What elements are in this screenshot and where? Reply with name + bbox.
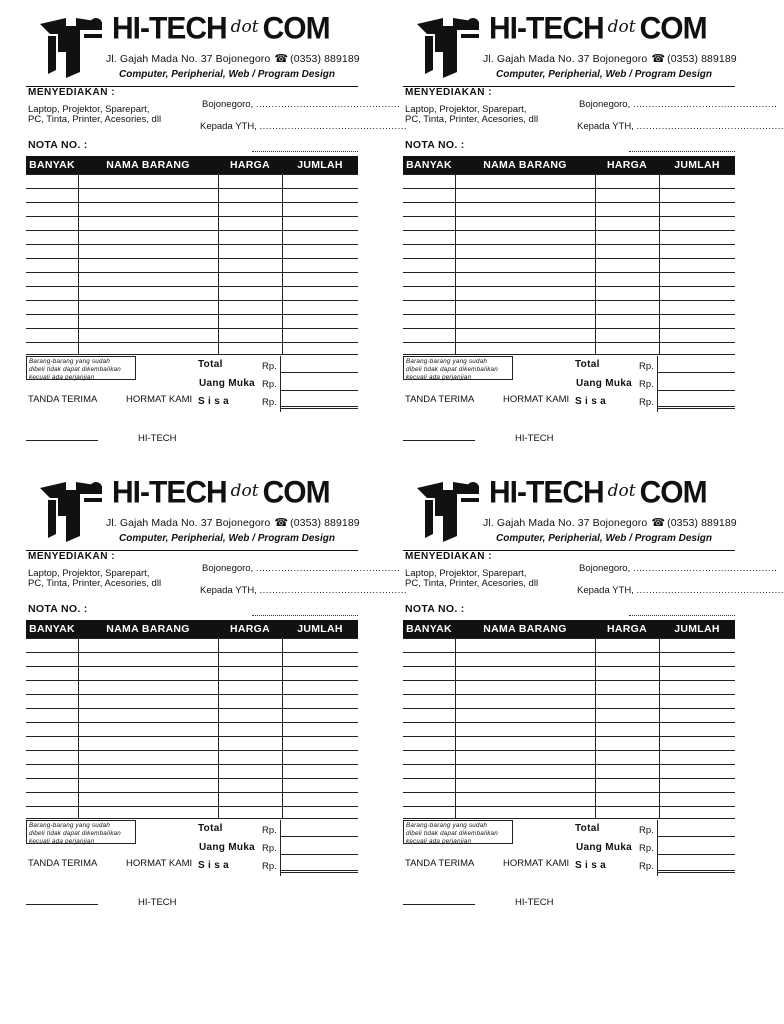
- table-row: [403, 736, 735, 737]
- table-row: [403, 638, 735, 639]
- table-row: [403, 818, 735, 819]
- provides-line-1: Laptop, Projektor, Sparepart,: [28, 104, 150, 115]
- table-row: [26, 792, 358, 793]
- respect-label: HORMAT KAMI: [503, 858, 570, 869]
- remaining-currency: Rp.: [639, 397, 654, 408]
- invoice-form-1: [26, 6, 408, 446]
- table-row: [403, 750, 735, 751]
- receiver-label: TANDA TERIMA: [405, 858, 475, 869]
- remaining-label: S i s a: [575, 396, 607, 407]
- provides-title: MENYEDIAKAN :: [405, 551, 493, 562]
- table-row: [26, 244, 358, 245]
- column-quantity: BANYAK: [406, 159, 452, 171]
- down-payment-currency: Rp.: [262, 379, 277, 390]
- total-label: Total: [575, 823, 600, 834]
- invoice-number-label: NOTA NO. :: [405, 139, 465, 151]
- total-currency: Rp.: [639, 361, 654, 372]
- provides-title: MENYEDIAKAN :: [405, 87, 493, 98]
- table-row: [403, 778, 735, 779]
- table-column-divider: [659, 174, 660, 354]
- total-field[interactable]: [657, 372, 735, 373]
- table-row: [403, 666, 735, 667]
- remaining-label: S i s a: [198, 860, 230, 871]
- table-column-divider: [282, 174, 283, 354]
- provides-title: MENYEDIAKAN :: [28, 551, 116, 562]
- table-column-divider: [78, 638, 79, 818]
- total-label: Total: [575, 359, 600, 370]
- table-row: [26, 680, 358, 681]
- remaining-currency: Rp.: [639, 861, 654, 872]
- column-amount: JUMLAH: [674, 159, 720, 171]
- table-row: [26, 342, 358, 343]
- table-row: [26, 230, 358, 231]
- recipient-field[interactable]: Kepada YTH, ...............................................: [577, 585, 784, 596]
- summary-divider: [280, 356, 281, 412]
- table-row: [403, 244, 735, 245]
- table-column-divider: [595, 638, 596, 818]
- table-row: [26, 708, 358, 709]
- return-policy-note: Barang-barang yang sudah dibeli tidak dapat dikembalikan kecuali ada perjanjian: [403, 820, 513, 844]
- table-column-divider: [455, 638, 456, 818]
- table-row: [403, 230, 735, 231]
- telephone-icon: ☎: [274, 517, 289, 529]
- remaining-currency: Rp.: [262, 861, 277, 872]
- remaining-field[interactable]: [280, 406, 358, 409]
- return-policy-note: Barang-barang yang sudah dibeli tidak dapat dikembalikan kecuali ada perjanjian: [403, 356, 513, 380]
- items-table-body[interactable]: [403, 174, 735, 354]
- provides-line-2: PC, Tinta, Printer, Acesories, dll: [28, 114, 162, 125]
- return-policy-note: Barang-barang yang sudah dibeli tidak dapat dikembalikan kecuali ada perjanjian: [26, 820, 136, 844]
- invoice-number-label: NOTA NO. :: [28, 603, 88, 615]
- items-table-body[interactable]: [26, 638, 358, 818]
- city-date-field[interactable]: Bojonegoro, ..............................................: [579, 563, 778, 574]
- table-row: [26, 652, 358, 653]
- receiver-signature-line[interactable]: [403, 904, 475, 905]
- table-column-divider: [659, 638, 660, 818]
- table-column-divider: [78, 174, 79, 354]
- items-table-header: [26, 156, 358, 174]
- total-currency: Rp.: [262, 361, 277, 372]
- table-row: [403, 188, 735, 189]
- total-currency: Rp.: [262, 825, 277, 836]
- table-column-divider: [282, 638, 283, 818]
- column-item-name: NAMA BARANG: [483, 159, 567, 171]
- table-row: [26, 300, 358, 301]
- receiver-signature-line[interactable]: [403, 440, 475, 441]
- down-payment-label: Uang Muka: [576, 378, 633, 389]
- column-quantity: BANYAK: [29, 623, 75, 635]
- logo-icon: [413, 476, 485, 542]
- table-row: [26, 764, 358, 765]
- table-row: [403, 216, 735, 217]
- brand-name: HI-TECH dot COM: [112, 11, 330, 46]
- table-row: [26, 736, 358, 737]
- table-row: [403, 792, 735, 793]
- recipient-field[interactable]: Kepada YTH, ...............................................: [200, 121, 408, 132]
- city-date-field[interactable]: Bojonegoro, ..............................................: [202, 99, 401, 110]
- logo-icon: [36, 476, 108, 542]
- address-line: Jl. Gajah Mada No. 37 Bojonegoro ☎ (0353) 889189: [483, 517, 737, 529]
- signature-name: HI-TECH: [515, 897, 554, 908]
- table-row: [26, 354, 358, 355]
- invoice-form-4: [403, 470, 784, 910]
- respect-label: HORMAT KAMI: [503, 394, 570, 405]
- table-row: [26, 666, 358, 667]
- table-row: [403, 342, 735, 343]
- signature-name: HI-TECH: [515, 433, 554, 444]
- column-price: HARGA: [607, 159, 647, 171]
- invoice-number-field[interactable]: [252, 615, 358, 616]
- column-amount: JUMLAH: [297, 159, 343, 171]
- city-date-field[interactable]: Bojonegoro, ..............................................: [202, 563, 401, 574]
- down-payment-field[interactable]: [280, 854, 358, 855]
- items-table-body[interactable]: [26, 174, 358, 354]
- address-line: Jl. Gajah Mada No. 37 Bojonegoro ☎ (0353) 889189: [106, 517, 360, 529]
- receiver-label: TANDA TERIMA: [28, 394, 98, 405]
- table-row: [26, 722, 358, 723]
- receiver-label: TANDA TERIMA: [28, 858, 98, 869]
- total-field[interactable]: [280, 836, 358, 837]
- provides-line-1: Laptop, Projektor, Sparepart,: [405, 104, 527, 115]
- tagline: Computer, Peripherial, Web / Program Design: [496, 533, 712, 544]
- receiver-signature-line[interactable]: [26, 904, 98, 905]
- column-quantity: BANYAK: [29, 159, 75, 171]
- remaining-field[interactable]: [657, 870, 735, 873]
- summary-divider: [657, 820, 658, 876]
- column-item-name: NAMA BARANG: [106, 159, 190, 171]
- down-payment-field[interactable]: [280, 390, 358, 391]
- table-row: [26, 174, 358, 175]
- down-payment-label: Uang Muka: [199, 378, 256, 389]
- table-row: [26, 272, 358, 273]
- return-policy-note: Barang-barang yang sudah dibeli tidak dapat dikembalikan kecuali ada perjanjian: [26, 356, 136, 380]
- brand-name: HI-TECH dot COM: [489, 475, 707, 510]
- table-row: [403, 272, 735, 273]
- table-row: [26, 750, 358, 751]
- total-field[interactable]: [280, 372, 358, 373]
- respect-label: HORMAT KAMI: [126, 858, 193, 869]
- total-label: Total: [198, 359, 223, 370]
- column-price: HARGA: [230, 623, 270, 635]
- table-row: [26, 638, 358, 639]
- respect-label: HORMAT KAMI: [126, 394, 193, 405]
- down-payment-label: Uang Muka: [576, 842, 633, 853]
- table-row: [403, 764, 735, 765]
- column-item-name: NAMA BARANG: [106, 623, 190, 635]
- invoice-number-label: NOTA NO. :: [28, 139, 88, 151]
- invoice-form-3: [26, 470, 408, 910]
- table-row: [26, 216, 358, 217]
- remaining-currency: Rp.: [262, 397, 277, 408]
- table-row: [403, 806, 735, 807]
- total-field[interactable]: [657, 836, 735, 837]
- table-row: [403, 202, 735, 203]
- down-payment-label: Uang Muka: [199, 842, 256, 853]
- invoice-number-field[interactable]: [629, 615, 735, 616]
- column-quantity: BANYAK: [406, 623, 452, 635]
- table-row: [26, 818, 358, 819]
- items-table-header: [403, 620, 735, 638]
- table-column-divider: [218, 174, 219, 354]
- remaining-label: S i s a: [575, 860, 607, 871]
- city-date-field[interactable]: Bojonegoro, ..............................................: [579, 99, 778, 110]
- recipient-field[interactable]: Kepada YTH, ...............................................: [200, 585, 408, 596]
- provides-line-2: PC, Tinta, Printer, Acesories, dll: [405, 578, 539, 589]
- receiver-label: TANDA TERIMA: [405, 394, 475, 405]
- table-row: [26, 258, 358, 259]
- column-amount: JUMLAH: [297, 623, 343, 635]
- down-payment-currency: Rp.: [639, 379, 654, 390]
- table-row: [403, 680, 735, 681]
- down-payment-field[interactable]: [657, 854, 735, 855]
- telephone-icon: ☎: [651, 517, 666, 529]
- receiver-signature-line[interactable]: [26, 440, 98, 441]
- invoice-number-label: NOTA NO. :: [405, 603, 465, 615]
- invoice-number-field[interactable]: [629, 151, 735, 152]
- tagline: Computer, Peripherial, Web / Program Design: [496, 69, 712, 80]
- table-row: [403, 694, 735, 695]
- table-row: [26, 188, 358, 189]
- table-row: [403, 328, 735, 329]
- column-price: HARGA: [230, 159, 270, 171]
- table-column-divider: [218, 638, 219, 818]
- items-table-body[interactable]: [403, 638, 735, 818]
- table-row: [26, 202, 358, 203]
- provides-line-1: Laptop, Projektor, Sparepart,: [405, 568, 527, 579]
- items-table-header: [26, 620, 358, 638]
- signature-name: HI-TECH: [138, 897, 177, 908]
- table-column-divider: [595, 174, 596, 354]
- logo-icon: [36, 12, 108, 78]
- table-row: [403, 286, 735, 287]
- table-row: [26, 314, 358, 315]
- total-label: Total: [198, 823, 223, 834]
- invoice-form-2: [403, 6, 784, 446]
- column-price: HARGA: [607, 623, 647, 635]
- column-amount: JUMLAH: [674, 623, 720, 635]
- logo-icon: [413, 12, 485, 78]
- tagline: Computer, Peripherial, Web / Program Design: [119, 69, 335, 80]
- provides-title: MENYEDIAKAN :: [28, 87, 116, 98]
- signature-name: HI-TECH: [138, 433, 177, 444]
- down-payment-currency: Rp.: [262, 843, 277, 854]
- total-currency: Rp.: [639, 825, 654, 836]
- table-row: [26, 694, 358, 695]
- provides-line-2: PC, Tinta, Printer, Acesories, dll: [405, 114, 539, 125]
- address-line: Jl. Gajah Mada No. 37 Bojonegoro ☎ (0353) 889189: [106, 53, 360, 65]
- brand-name: HI-TECH dot COM: [112, 475, 330, 510]
- down-payment-field[interactable]: [657, 390, 735, 391]
- down-payment-currency: Rp.: [639, 843, 654, 854]
- telephone-icon: ☎: [274, 53, 289, 65]
- remaining-label: S i s a: [198, 396, 230, 407]
- column-item-name: NAMA BARANG: [483, 623, 567, 635]
- brand-name: HI-TECH dot COM: [489, 11, 707, 46]
- table-row: [26, 286, 358, 287]
- table-row: [403, 652, 735, 653]
- address-line: Jl. Gajah Mada No. 37 Bojonegoro ☎ (0353) 889189: [483, 53, 737, 65]
- items-table-header: [403, 156, 735, 174]
- table-row: [403, 174, 735, 175]
- table-row: [403, 314, 735, 315]
- table-row: [403, 300, 735, 301]
- table-column-divider: [455, 174, 456, 354]
- provides-line-2: PC, Tinta, Printer, Acesories, dll: [28, 578, 162, 589]
- table-row: [26, 806, 358, 807]
- table-row: [403, 708, 735, 709]
- summary-divider: [280, 820, 281, 876]
- table-row: [403, 354, 735, 355]
- table-row: [26, 778, 358, 779]
- invoice-number-field[interactable]: [252, 151, 358, 152]
- recipient-field[interactable]: Kepada YTH, ...............................................: [577, 121, 784, 132]
- table-row: [403, 722, 735, 723]
- remaining-field[interactable]: [657, 406, 735, 409]
- telephone-icon: ☎: [651, 53, 666, 65]
- provides-line-1: Laptop, Projektor, Sparepart,: [28, 568, 150, 579]
- table-row: [403, 258, 735, 259]
- tagline: Computer, Peripherial, Web / Program Design: [119, 533, 335, 544]
- table-row: [26, 328, 358, 329]
- remaining-field[interactable]: [280, 870, 358, 873]
- summary-divider: [657, 356, 658, 412]
